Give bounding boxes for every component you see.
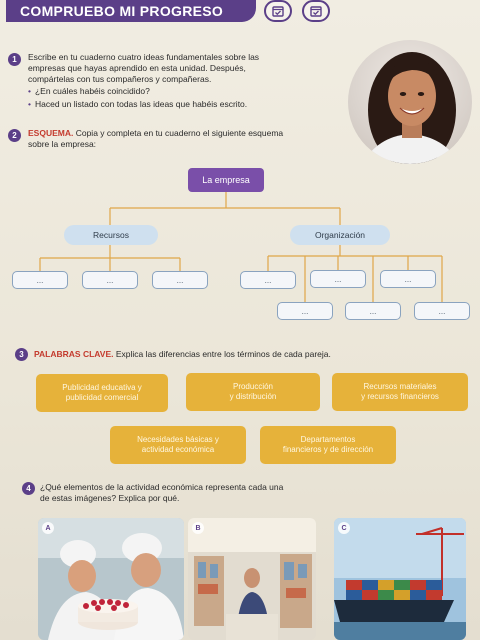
- question-number-2: 2: [8, 129, 21, 142]
- q4-line-2: de estas imágenes? Explica por qué.: [40, 493, 180, 503]
- question-4-text: [40, 482, 283, 504]
- image-a-bakers: [38, 518, 184, 640]
- scheme-blank-box: ...: [380, 270, 436, 288]
- q1-bullet-1: • ¿En cuáles habéis coincidido?: [28, 86, 259, 97]
- q1-bullet-2: • Haced un listado con todas las ideas que habéis escrito.: [28, 99, 259, 110]
- q3-keyword: PALABRAS CLAVE.: [34, 349, 114, 359]
- q1-line-1: Escribe en tu cuaderno cuatro ideas fundamentales sobre las: [28, 52, 260, 62]
- question-number-4: 4: [22, 482, 35, 495]
- q4-line-1: ¿Qué elementos de la actividad económica representa cada una: [40, 482, 284, 492]
- question-3-text: [34, 349, 331, 360]
- q1-line-2: empresas que hayas aprendido en esta unidad. Después,: [28, 63, 246, 73]
- q3-line: Explica las diferencias entre los términos de cada pareja.: [115, 349, 331, 359]
- scheme-blank-box: ...: [12, 271, 68, 289]
- scheme-blank-box: ...: [240, 271, 296, 289]
- scheme-blank-box: ...: [345, 302, 401, 320]
- scheme-root-node: La empresa: [188, 168, 264, 192]
- keyword-pair-card: Departamentos financieros y de dirección: [260, 426, 396, 464]
- keyword-pair-card: Producción y distribución: [186, 373, 320, 411]
- scheme-node-resources: Recursos: [64, 225, 158, 245]
- q1-line-3: compártelas con tus compañeros y compañeras.: [28, 74, 212, 84]
- scheme-blank-box: ...: [310, 270, 366, 288]
- keyword-pair-card: Recursos materiales y recursos financieros: [332, 373, 468, 411]
- keyword-pair-card: Necesidades básicas y actividad económica: [110, 426, 246, 464]
- question-number-1: 1: [8, 53, 21, 66]
- image-b-store: [188, 518, 316, 640]
- image-label-c: C: [338, 522, 350, 534]
- q2-keyword: ESQUEMA.: [28, 128, 74, 138]
- scheme-blank-box: ...: [414, 302, 470, 320]
- image-c-cargo-ship: [334, 518, 466, 640]
- question-number-3: 3: [15, 348, 28, 361]
- scheme-blank-box: ...: [82, 271, 138, 289]
- scheme-blank-box: ...: [277, 302, 333, 320]
- keyword-pair-card: Publicidad educativa y publicidad comercial: [36, 374, 168, 412]
- image-label-b: B: [192, 522, 204, 534]
- q2-line-2: sobre la empresa:: [28, 139, 97, 149]
- scheme-blank-box: ...: [152, 271, 208, 289]
- q2-line-1: Copia y completa en tu cuaderno el siguiente esquema: [75, 128, 284, 138]
- image-label-a: A: [42, 522, 54, 534]
- scheme-node-organization: Organización: [290, 225, 390, 245]
- section-title: COMPRUEBO MI PROGRESO: [20, 3, 224, 19]
